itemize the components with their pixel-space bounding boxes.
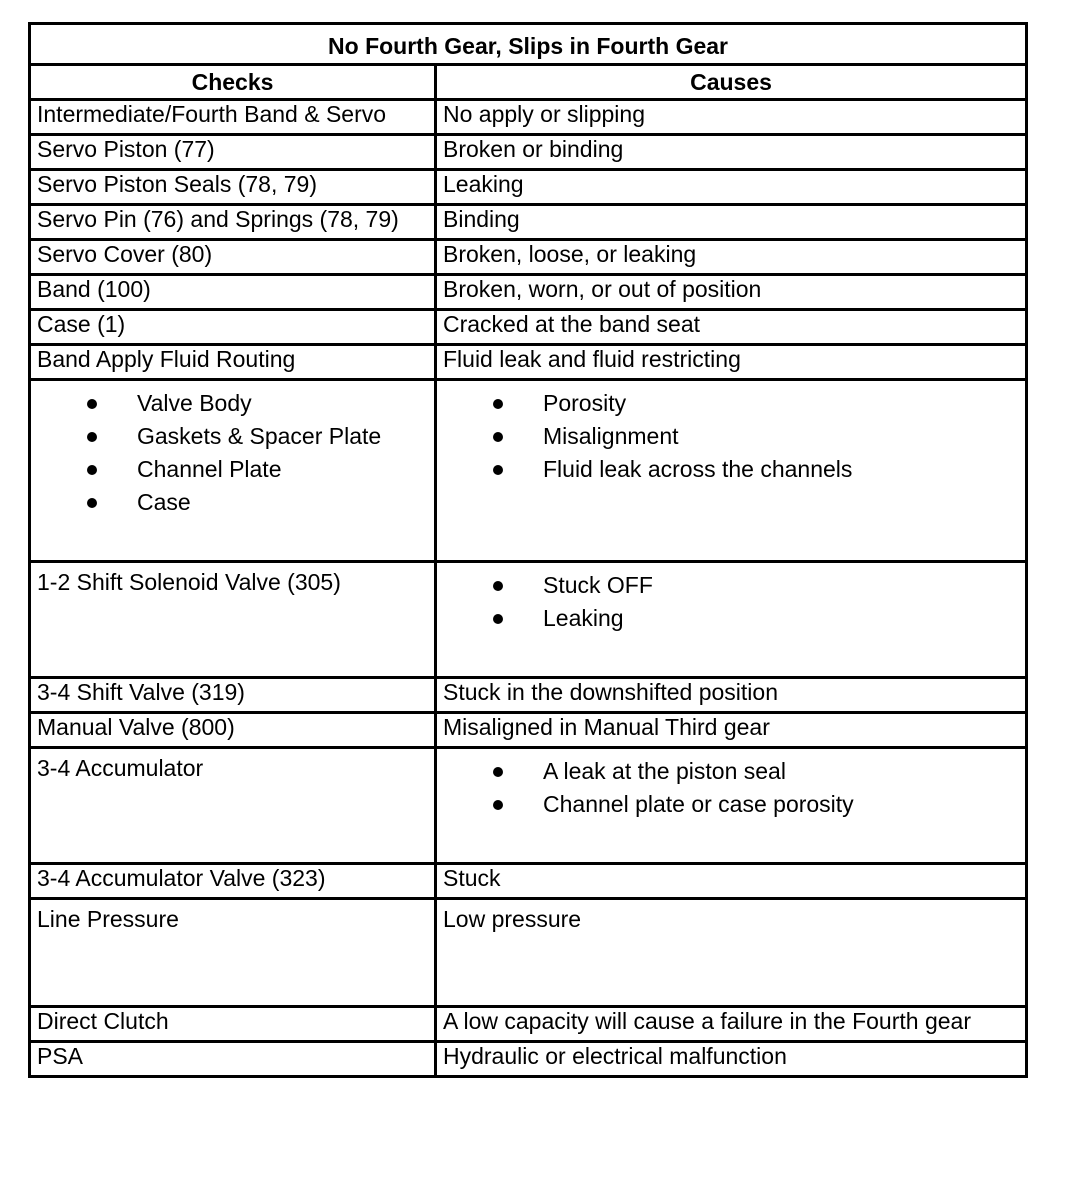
check-cell: Intermediate/Fourth Band & Servo	[30, 100, 436, 135]
list-item: Channel Plate	[37, 453, 428, 486]
list-item: Fluid leak across the channels	[443, 453, 1019, 486]
header-row	[30, 65, 1027, 100]
table-row	[30, 345, 1027, 380]
cause-cell: Stuck	[436, 864, 1027, 899]
list-item: Channel plate or case porosity	[443, 788, 1019, 821]
check-cell: 3-4 Accumulator	[30, 748, 436, 864]
table-row	[30, 1007, 1027, 1042]
cause-cell: Binding	[436, 205, 1027, 240]
cause-cell: Hydraulic or electrical malfunction	[436, 1042, 1027, 1077]
table-row	[30, 135, 1027, 170]
list-item: Case	[37, 486, 428, 519]
bullet-icon	[87, 498, 97, 508]
table-row	[30, 100, 1027, 135]
cause-cell: Misaligned in Manual Third gear	[436, 713, 1027, 748]
check-cell: Band (100)	[30, 275, 436, 310]
check-cell: PSA	[30, 1042, 436, 1077]
cause-cell: Broken, loose, or leaking	[436, 240, 1027, 275]
check-list-cell	[30, 380, 436, 562]
diagnosis-table	[28, 22, 1028, 1078]
check-cell: Line Pressure	[30, 899, 436, 1007]
bullet-icon	[87, 432, 97, 442]
cause-bullet-list	[443, 563, 1019, 635]
column-header-checks: Checks	[30, 65, 436, 100]
cause-cell: Broken or binding	[436, 135, 1027, 170]
table-row	[30, 380, 1027, 562]
table-row	[30, 1042, 1027, 1077]
cause-cell: A low capacity will cause a failure in the Fourth gear	[436, 1007, 1027, 1042]
cause-list-cell	[436, 380, 1027, 562]
check-bullet-list	[37, 381, 428, 519]
check-cell: Servo Cover (80)	[30, 240, 436, 275]
list-item: Stuck OFF	[443, 569, 1019, 602]
cause-cell: Leaking	[436, 170, 1027, 205]
bullet-icon	[493, 800, 503, 810]
table-row	[30, 678, 1027, 713]
check-cell: Case (1)	[30, 310, 436, 345]
bullet-icon	[493, 614, 503, 624]
table-row	[30, 562, 1027, 678]
list-item: Gaskets & Spacer Plate	[37, 420, 428, 453]
bullet-icon	[493, 581, 503, 591]
table-row	[30, 899, 1027, 1007]
table-row	[30, 205, 1027, 240]
check-cell: Manual Valve (800)	[30, 713, 436, 748]
table-row	[30, 170, 1027, 205]
check-cell: 3-4 Shift Valve (319)	[30, 678, 436, 713]
cause-cell: Low pressure	[436, 899, 1027, 1007]
bullet-icon	[87, 399, 97, 409]
list-item: Porosity	[443, 387, 1019, 420]
check-cell: 1-2 Shift Solenoid Valve (305)	[30, 562, 436, 678]
bullet-icon	[493, 465, 503, 475]
cause-list-cell	[436, 562, 1027, 678]
table-row	[30, 748, 1027, 864]
table-row	[30, 713, 1027, 748]
bullet-icon	[87, 465, 97, 475]
check-cell: 3-4 Accumulator Valve (323)	[30, 864, 436, 899]
check-cell: Band Apply Fluid Routing	[30, 345, 436, 380]
bullet-icon	[493, 767, 503, 777]
table-row	[30, 864, 1027, 899]
list-item: Leaking	[443, 602, 1019, 635]
list-item: A leak at the piston seal	[443, 755, 1019, 788]
table-row	[30, 240, 1027, 275]
cause-cell: Fluid leak and fluid restricting	[436, 345, 1027, 380]
bullet-icon	[493, 399, 503, 409]
list-item: Valve Body	[37, 387, 428, 420]
cause-bullet-list	[443, 381, 1019, 486]
cause-cell: Broken, worn, or out of position	[436, 275, 1027, 310]
column-header-causes: Causes	[436, 65, 1027, 100]
cause-cell: Stuck in the downshifted position	[436, 678, 1027, 713]
table-row	[30, 275, 1027, 310]
check-cell: Servo Pin (76) and Springs (78, 79)	[30, 205, 436, 240]
cause-list-cell	[436, 748, 1027, 864]
check-cell: Direct Clutch	[30, 1007, 436, 1042]
list-item: Misalignment	[443, 420, 1019, 453]
check-cell: Servo Piston (77)	[30, 135, 436, 170]
bullet-icon	[493, 432, 503, 442]
table-row	[30, 310, 1027, 345]
table-title-row	[30, 24, 1027, 65]
cause-bullet-list	[443, 749, 1019, 821]
check-cell: Servo Piston Seals (78, 79)	[30, 170, 436, 205]
cause-cell: No apply or slipping	[436, 100, 1027, 135]
cause-cell: Cracked at the band seat	[436, 310, 1027, 345]
table-title: No Fourth Gear, Slips in Fourth Gear	[30, 24, 1027, 65]
